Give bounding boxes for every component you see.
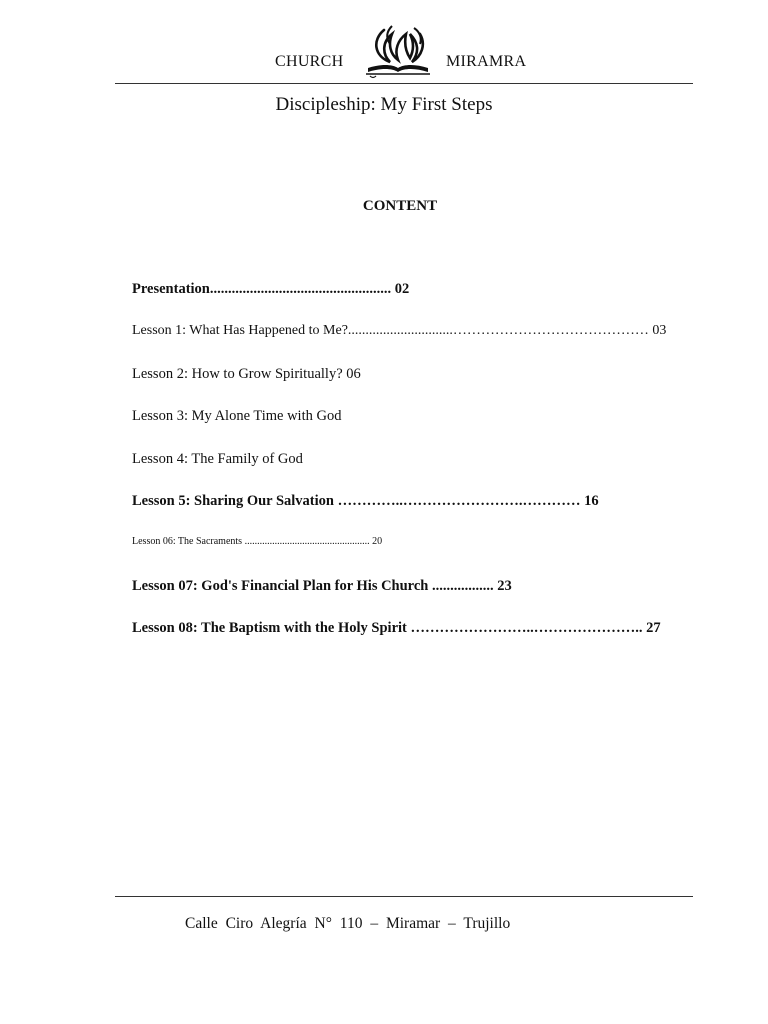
- footer-divider: [115, 896, 693, 897]
- page-header: [0, 22, 768, 82]
- toc-item-lesson-2: Lesson 2: How to Grow Spiritually? 06: [132, 366, 361, 382]
- header-divider: [115, 83, 693, 84]
- dove-book-flame-logo-icon: [362, 22, 434, 80]
- header-church-label: CHURCH: [275, 53, 344, 70]
- toc-item-lesson-5: Lesson 5: Sharing Our Salvation …………..…………………….………… 16: [132, 493, 599, 509]
- toc-item-lesson-08: Lesson 08: The Baptism with the Holy Spirit ……………………..………………….. 27: [132, 620, 661, 636]
- toc-item-lesson-4: Lesson 4: The Family of God: [132, 451, 303, 467]
- toc-item-lesson-07: Lesson 07: God's Financial Plan for His Church ................. 23: [132, 578, 512, 594]
- content-heading: CONTENT: [362, 198, 438, 214]
- document-title-text: Discipleship: My First Steps: [275, 94, 493, 115]
- header-miramra-label: MIRAMRA: [446, 53, 527, 70]
- document-title: [0, 94, 768, 116]
- toc-item-lesson-06: Lesson 06: The Sacraments .................................................. 20: [132, 536, 383, 547]
- toc-item-lesson-1: Lesson 1: What Has Happened to Me?..............................…………………………………… 03: [132, 323, 667, 338]
- toc-item-presentation: Presentation.................................................. 02: [132, 281, 410, 297]
- toc-item-lesson-3: Lesson 3: My Alone Time with God: [132, 408, 342, 424]
- footer-address: Calle Ciro Alegría N° 110 – Miramar – Trujillo: [185, 915, 511, 932]
